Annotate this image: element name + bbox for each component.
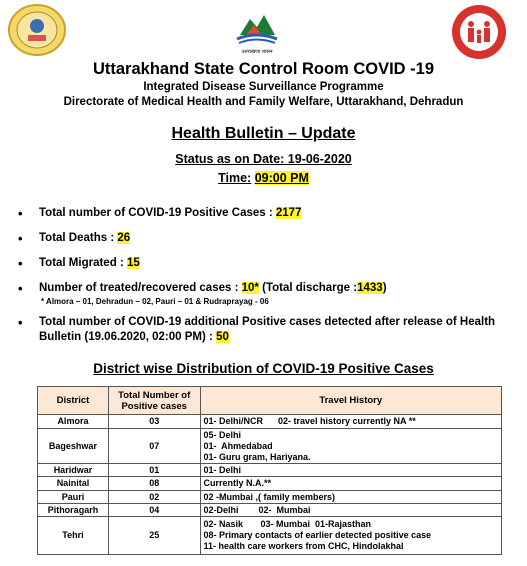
travel-history-line: 02 -Mumbai ,( family members): [203, 491, 336, 502]
travel-history-line: 01- Delhi/NCR 02- travel history currently NA **: [203, 416, 416, 426]
district-cell: Bageshwar: [38, 429, 109, 464]
travel-history-line: 01- Delhi: [203, 464, 242, 475]
status-time: Time: 09:00 PM: [218, 171, 309, 185]
travel-history-cell: [200, 504, 502, 517]
additional-cases-value: 50: [216, 331, 229, 343]
positive-cases-item: • Total number of COVID-19 Positive Cases : 2177: [18, 206, 302, 221]
count-cell: 02: [108, 491, 200, 504]
travel-history-cell: [200, 464, 502, 477]
column-header-district: District: [38, 387, 109, 415]
travel-history-line: 05- Delhi: [203, 429, 242, 440]
count-cell: 25: [108, 517, 200, 555]
migrated-item: • Total Migrated : 15: [18, 256, 140, 271]
column-header-travel: Travel History: [200, 387, 502, 415]
document-title: Uttarakhand State Control Room COVID -19: [92, 60, 435, 78]
travel-history-cell: [200, 415, 502, 429]
travel-history-line: 01- Ahmedabad: [203, 440, 273, 451]
travel-history-cell: [200, 491, 502, 504]
bulletin-heading: Health Bulletin – Update: [171, 125, 356, 142]
positive-cases-value: 2177: [275, 207, 302, 219]
district-table: [37, 386, 502, 555]
distribution-heading: District wise Distribution of COVID-19 Positive Cases: [93, 361, 434, 376]
deaths-value: 26: [117, 232, 131, 244]
migrated-value: 15: [126, 257, 140, 269]
column-header-count: Total Number of Positive cases: [108, 387, 200, 415]
directorate-name: Directorate of Medical Health and Family Welfare, Uttarakhand, Dehradun: [63, 96, 464, 108]
travel-history-line: 11- health care workers from CHC, Hindolakhal: [203, 541, 404, 551]
table-row: [38, 464, 502, 477]
table-row: [38, 504, 502, 517]
district-cell: Nainital: [38, 477, 109, 491]
district-cell: Pithoragarh: [38, 504, 109, 517]
travel-history-line: 08- Primary contacts of earlier detected positive case: [203, 530, 432, 540]
national-health-mission-logo-icon: [444, 2, 514, 62]
stats-list: [14, 206, 519, 345]
additional-cases-item: • Total number of COVID-19 additional Positive cases detected after release of Health Bulletin (19.06.2020, 02:00 PM) : 50: [18, 315, 496, 343]
travel-history-cell: [200, 517, 502, 555]
travel-history-line: 01- Guru gram, Hariyana.: [203, 451, 311, 462]
recovered-item: • Number of treated/recovered cases : 10* (Total discharge :1433) * Almora – 01, Dehradun – 02, Pauri – 01 & Rudraprayag - 06: [14, 281, 519, 307]
district-cell: Almora: [38, 415, 109, 429]
table-row: [38, 477, 502, 491]
table-row: [38, 517, 502, 555]
recovered-value: 10*: [241, 282, 259, 294]
count-cell: 01: [108, 464, 200, 477]
status-date: Status as on Date: 19-06-2020: [175, 152, 352, 166]
count-cell: 04: [108, 504, 200, 517]
table-row: [38, 415, 502, 429]
recovered-note: * Almora – 01, Dehradun – 02, Pauri – 01 & Rudraprayag - 06: [41, 297, 269, 306]
state-seal-icon: [8, 4, 66, 56]
district-cell: Pauri: [38, 491, 109, 504]
district-cell: Haridwar: [38, 464, 109, 477]
travel-history-cell: [200, 477, 502, 491]
district-cell: Tehri: [38, 517, 109, 555]
discharge-value: 1433: [357, 282, 383, 294]
emblem-caption: उत्तराखण्ड शासन: [241, 49, 273, 55]
time-value: 09:00 PM: [254, 171, 309, 185]
table-row: [38, 429, 502, 464]
count-cell: 08: [108, 477, 200, 491]
travel-history-line: Currently N.A.**: [203, 478, 272, 488]
table-row: [38, 491, 502, 504]
travel-history-cell: [200, 429, 502, 464]
travel-history-line: 02- Nasik 03- Mumbai 01-Rajasthan: [203, 519, 372, 529]
uttarakhand-government-emblem-icon: [232, 5, 282, 55]
programme-name: Integrated Disease Surveillance Programme: [143, 81, 384, 93]
travel-history-line: 02-Delhi 02- Mumbai: [203, 504, 311, 515]
deaths-item: • Total Deaths : 26: [18, 231, 131, 246]
count-cell: 03: [108, 415, 200, 429]
count-cell: 07: [108, 429, 200, 464]
